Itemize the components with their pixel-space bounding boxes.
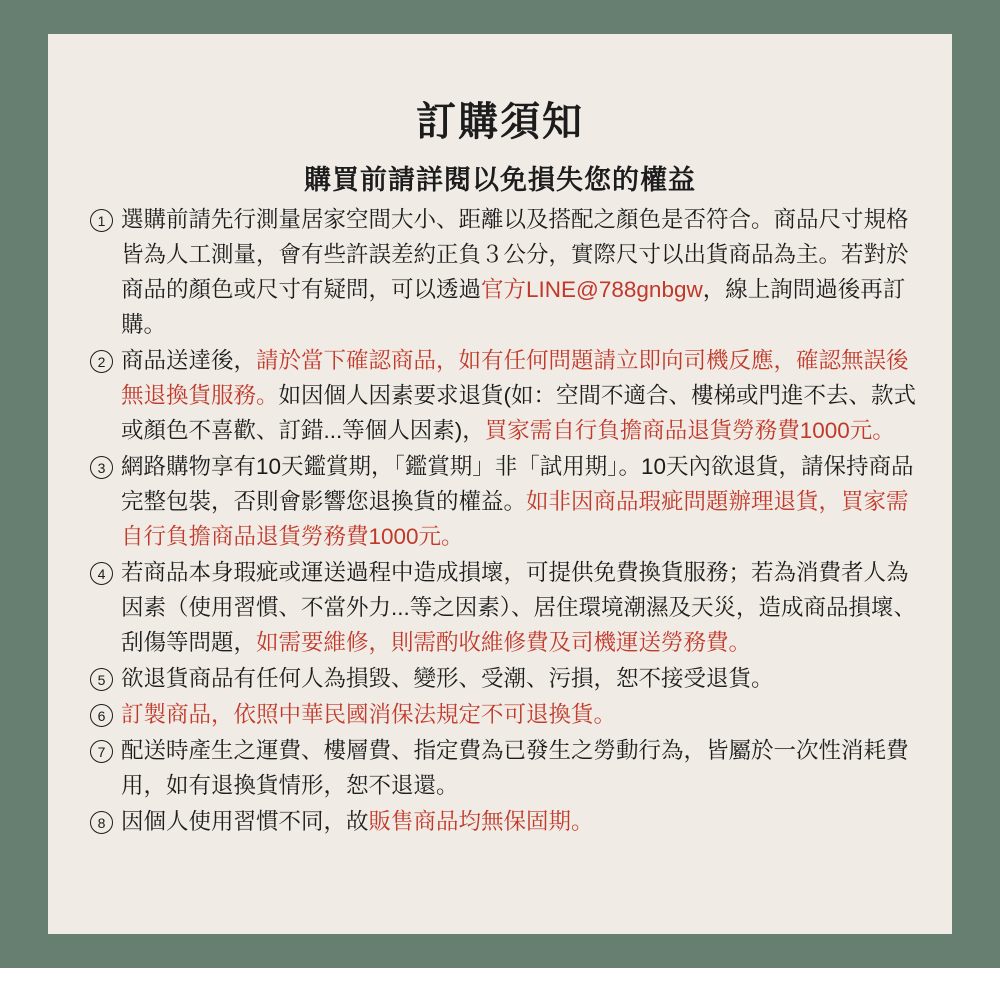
highlighted-text: 買家需自行負擔商品退貨勞務費1000元。 — [484, 418, 895, 443]
list-item-number: 1 — [90, 209, 113, 232]
body-text: 如因個人因素要求退貨(如：空間不適合、樓梯或門進不去、款式或顏色不喜歡、訂錯...等個人因素)， — [121, 383, 917, 443]
highlighted-text: 如非因商品瑕疵問題辦理退貨，買家需自行負擔商品退貨勞務費1000元。 — [121, 489, 909, 549]
notice-list — [90, 202, 920, 840]
body-text: 網路購物享有10天鑑賞期，「鑑賞期」非「試用期」。10天內欲退貨，請保持商品完整包裝，否則會影響您退換貨的權益。 — [121, 454, 914, 514]
list-item-number: 7 — [90, 740, 113, 763]
list-item-text — [121, 697, 920, 732]
list-item — [90, 449, 920, 554]
list-item-text — [121, 733, 920, 803]
list-item-number: 5 — [90, 668, 113, 691]
list-item — [90, 343, 920, 448]
list-item-text — [121, 202, 920, 342]
list-item-number: 4 — [90, 562, 113, 585]
list-item — [90, 804, 920, 839]
list-item-text — [121, 804, 920, 839]
highlighted-text: 訂製商品，依照中華民國消保法規定不可退換貨。 — [121, 702, 617, 727]
highlighted-text: 販售商品均無保固期。 — [368, 809, 594, 834]
list-item — [90, 555, 920, 660]
body-text: 因個人使用習慣不同，故 — [121, 809, 369, 834]
body-text: 配送時產生之運費、樓層費、指定費為已發生之勞動行為，皆屬於一次性消耗費用，如有退換貨情形，恕不退還。 — [121, 738, 909, 798]
list-item-number: 2 — [90, 350, 113, 373]
list-item-text — [121, 343, 920, 448]
list-item — [90, 202, 920, 342]
body-text: ，線上詢問過後再訂購。 — [121, 277, 906, 337]
list-item-text — [121, 449, 920, 554]
list-item — [90, 697, 920, 732]
list-item-text — [121, 661, 920, 696]
footer-strip — [0, 968, 1000, 1000]
highlighted-text: 官方LINE@788gnbgw — [481, 277, 703, 302]
page-subtitle: 購買前請詳閱以免損失您的權益 — [304, 165, 696, 195]
list-item-number: 6 — [90, 704, 113, 727]
list-item-number: 8 — [90, 811, 113, 834]
body-text: 商品送達後， — [121, 348, 257, 373]
list-item-text — [121, 555, 920, 660]
page-title: 訂購須知 — [416, 100, 584, 144]
highlighted-text: 請於當下確認商品，如有任何問題請立即向司機反應，確認無誤後無退換貨服務。 — [121, 348, 909, 408]
list-item — [90, 733, 920, 803]
list-item-number: 3 — [90, 456, 113, 479]
highlighted-text: 如需要維修，則需酌收維修費及司機運送勞務費。 — [256, 630, 752, 655]
body-text: 若商品本身瑕疵或運送過程中造成損壞，可提供免費換貨服務；若為消費者人為因素（使用習慣、不當外力...等之因素）、居住環境潮濕及天災，造成商品損壞、刮傷等問題， — [121, 560, 917, 655]
body-text: 欲退貨商品有任何人為損毀、變形、受潮、污損，恕不接受退貨。 — [121, 666, 774, 691]
list-item — [90, 661, 920, 696]
notice-panel — [48, 34, 952, 934]
body-text: 選購前請先行測量居家空間大小、距離以及搭配之顏色是否符合。商品尺寸規格皆為人工測量，會有些許誤差約正負３公分，實際尺寸以出貨商品為主。若對於商品的顏色或尺寸有疑問，可以透過 — [121, 207, 909, 302]
